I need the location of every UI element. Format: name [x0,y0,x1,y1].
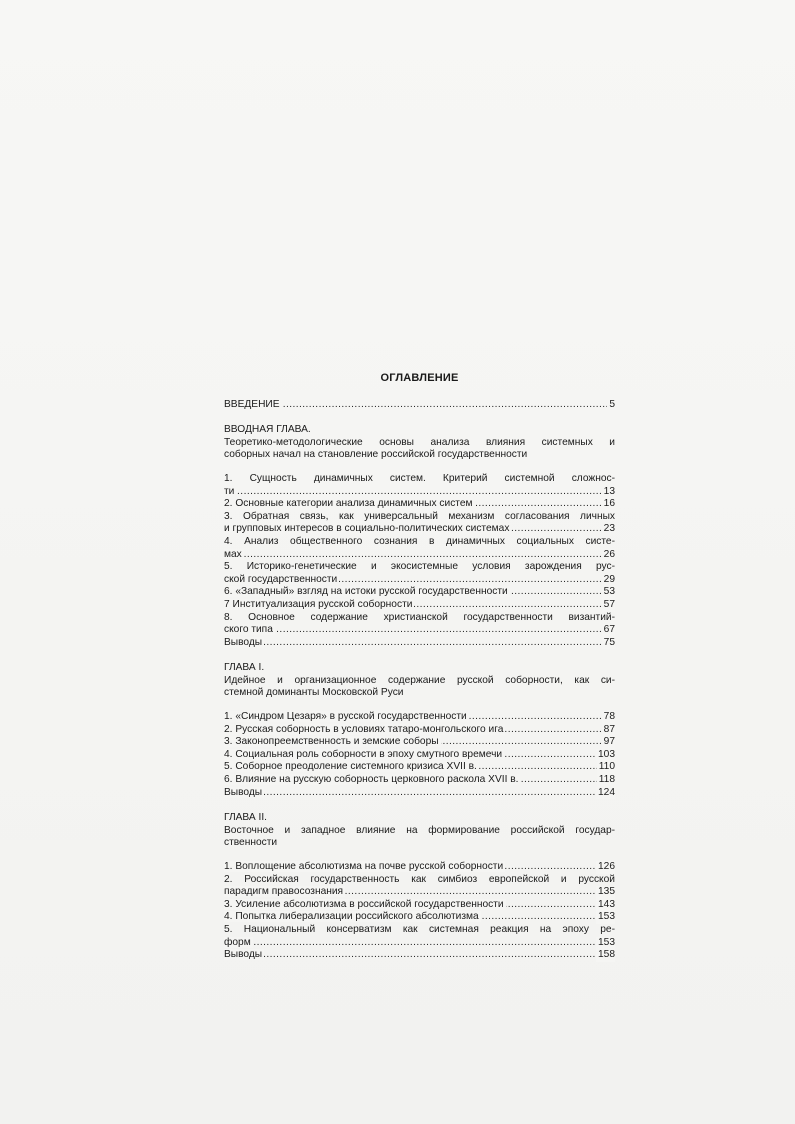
toc-entry[interactable] [224,473,615,498]
toc-entry-label: 4. Попытка либерализации российского абсолютизма [224,911,479,923]
toc-page-number: 153 [598,911,615,923]
toc-page-number: 153 [598,936,615,948]
toc-page-number: 78 [603,711,615,723]
chapter-heading: ГЛАВА II. [224,812,267,824]
toc-entry-label: 8. Основное содержание христианской государственности византий- [224,611,615,623]
toc-entry[interactable] [224,599,615,612]
toc-entry[interactable] [224,861,615,874]
chapter-block-1 [224,662,615,799]
toc-entry[interactable] [224,637,615,650]
toc-entry-label-cont: ти [224,485,235,497]
chapter-heading: ГЛАВА I. [224,662,265,674]
toc-entry[interactable] [224,911,615,924]
toc-entry-label: 5. Соборное преодоление системного кризиса XVII в. [224,761,477,773]
chapter-subtitle-line: Идейное и организационное содержание русской соборности, как си- [224,674,615,686]
toc-entry-label: 7 Институализация русской соборности [224,598,413,610]
toc-entry-intro[interactable] [224,399,615,412]
chapter-subtitle-line: Теоретико-методологические основы анализа влияния системных и [224,436,615,448]
toc-page-number: 29 [603,573,615,585]
toc-entry[interactable] [224,949,615,962]
toc-page-number: 124 [598,786,615,798]
toc-entry-label-cont: и групповых интересов в социально-политических системах [224,523,510,535]
toc-entry-label-cont: мах [224,548,242,560]
chapter-block-intro [224,424,615,649]
toc-entry-label: 1. Воплощение абсолютизма на почве русской соборности [224,861,504,872]
toc-entry-label: 1. «Синдром Цезаря» в русской государственности [224,711,467,723]
toc-page-number: 158 [598,949,615,961]
toc-entry-label: 5. Национальный консерватизм как системная реакция на эпоху ре- [224,923,615,935]
table-of-contents [224,372,615,962]
toc-entry-label: 3. Усиление абсолютизма в российской государственности [224,898,504,910]
toc-page-number: 126 [598,861,615,872]
chapter-subtitle-line: соборных начал на становление российской государственности [224,449,528,461]
toc-page-number: 103 [598,748,615,760]
toc-page-number: 143 [598,898,615,910]
toc-page-number: 16 [603,498,615,510]
toc-entry[interactable] [224,899,615,912]
toc-entry-label: Выводы [224,636,263,648]
toc-entry-label: 5. Историко-генетические и экосистемные условия зарождения рус- [224,561,615,573]
toc-entry[interactable] [224,761,615,774]
chapter-block-2 [224,812,615,962]
toc-entry[interactable] [224,787,615,800]
toc-entry-label: 3. Обратная связь, как универсальный механизм согласования личных [224,510,615,522]
toc-entry-label-cont: форм [224,936,251,948]
toc-entry-label: 3. Законопреемственность и земские соборы [224,736,439,748]
toc-page-number: 13 [603,485,615,497]
page-title: ОГЛАВЛЕНИЕ [380,372,459,384]
toc-page-number: 135 [598,886,615,898]
toc-entry-label: 4. Социальная роль соборности в эпоху смутного времечи [224,748,503,760]
toc-entry[interactable] [224,774,615,787]
toc-entry-label: 6. «Западный» взгляд на истоки русской государственности [224,586,508,598]
toc-entry[interactable] [224,724,615,737]
toc-page-number: 110 [598,761,615,773]
toc-page-number: 97 [603,736,615,748]
chapter-subtitle-line: Восточное и западное влияние на формирование российской государ- [224,824,615,836]
toc-entry-label: Выводы [224,786,263,798]
toc-entry-label: 4. Анализ общественного сознания в динамичных социальных систе- [224,535,615,547]
toc-entry[interactable] [224,511,615,536]
toc-page-number: 75 [603,636,615,648]
toc-entry-label: Выводы [224,949,263,961]
toc-page-number: 5 [609,398,615,410]
toc-page-number: 87 [603,723,615,735]
toc-entry-label: 2. Российская государственность как симбиоз европейской и русской [224,873,615,885]
toc-entry[interactable] [224,586,615,599]
toc-entry[interactable] [224,924,615,949]
toc-entry-label-cont: ской государственности [224,573,338,585]
chapter-heading: ВВОДНАЯ ГЛАВА. [224,424,311,436]
toc-page-number: 67 [603,624,615,636]
toc-entry[interactable] [224,498,615,511]
chapter-subtitle-line: стемной доминанты Московской Руси [224,687,404,699]
toc-entry[interactable] [224,874,615,899]
toc-entry[interactable] [224,711,615,724]
toc-entry[interactable] [224,536,615,561]
toc-page-number: 118 [598,774,615,786]
toc-page-number: 23 [603,523,615,535]
chapter-subtitle-line: ственности [224,837,278,849]
toc-page-number: 53 [603,586,615,598]
toc-entry[interactable] [224,612,615,637]
toc-entry[interactable] [224,561,615,586]
toc-entry[interactable] [224,749,615,762]
toc-page-number: 26 [603,548,615,560]
toc-entry-label-cont: ского типа [224,624,273,636]
toc-page-number: 57 [603,598,615,610]
toc-entry-label: 1. Сущность динамичных систем. Критерий системной сложнос- [224,472,615,484]
toc-entry-label: 2. Основные категории анализа динамичных систем [224,498,473,510]
toc-entry-label: ВВЕДЕНИЕ [224,398,280,410]
toc-entry-label: 2. Русская соборность в условиях татаро-монгольского ига [224,723,504,735]
toc-entry[interactable] [224,736,615,749]
toc-entry-label: 6. Влияние на русскую соборность церковного раскола XVII в. [224,774,519,786]
toc-entry-label-cont: парадигм правосознания [224,886,344,898]
